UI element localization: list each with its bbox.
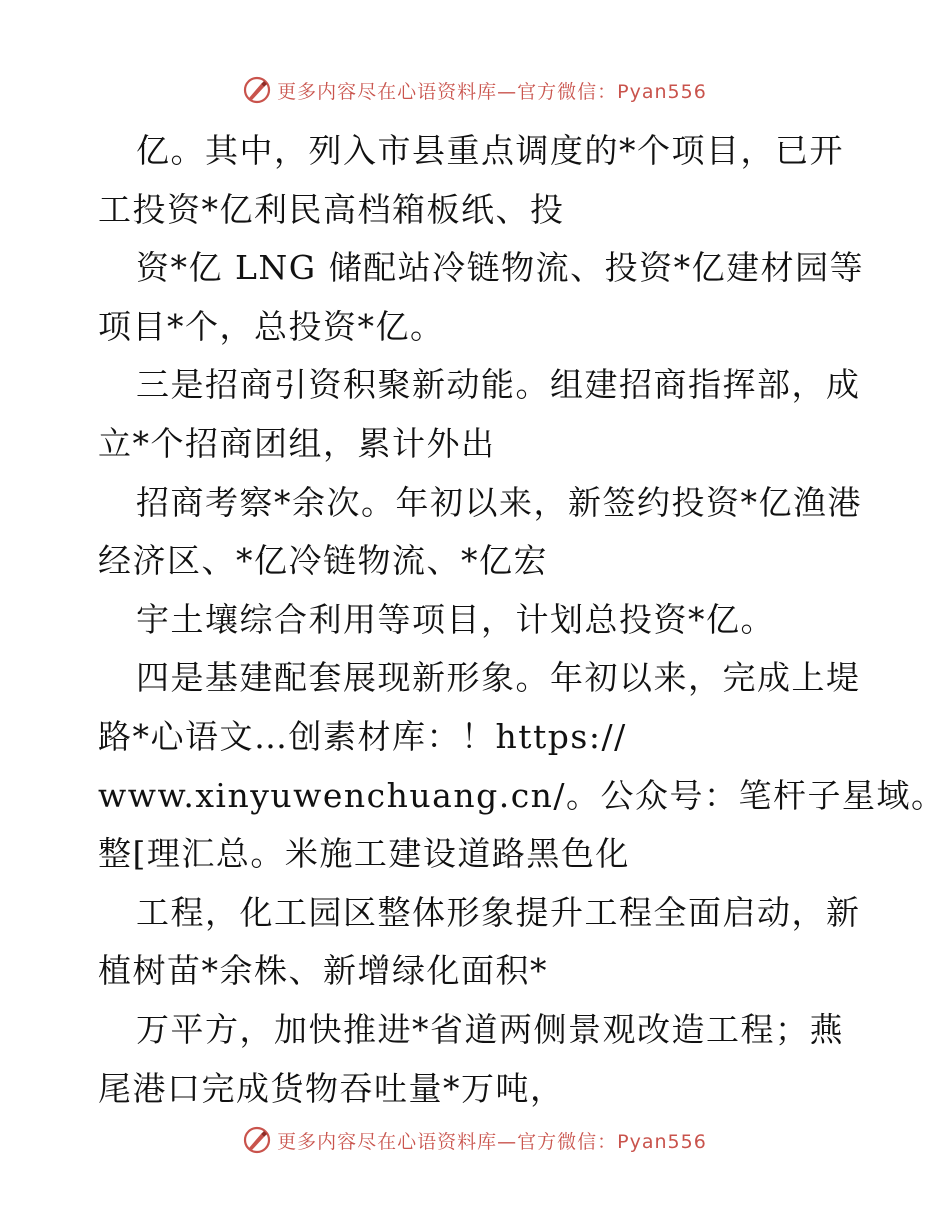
document-body [98,122,946,1118]
text-line: 经济区、*亿冷链物流、*亿宏 [98,541,548,581]
text-line: 项目*个，总投资*亿。 [98,306,445,346]
text-line: 工投资*亿利民高档箱板纸、投 [98,189,565,229]
text-line: 植树苗*余株、新增绿化面积* [98,951,548,991]
text-line: 整[理汇总。米施工建设道路黑色化 [98,834,630,874]
watermark-separator: — [497,80,518,103]
text-line: 立*个招商团组，累计外出 [98,423,496,463]
text-line: 招商考察*余次。年初以来，新签约投资*亿渔港 [136,482,862,522]
text-line: www.xinyuwenchuang.cn/。公众号：笔杆子星域。 [98,775,946,815]
pen-logo-icon [243,1126,271,1154]
watermark-site-text: 更多内容尽在心语资料库 [277,1130,498,1153]
text-line: 亿。其中，列入市县重点调度的*个项目，已开 [136,131,844,170]
text-line: 资*亿 LNG 储配站冷链物流、投资*亿建材园等 [136,248,865,288]
text-line: 尾港口完成货物吞吐量*万吨， [98,1068,565,1108]
footer-watermark [0,1122,950,1158]
watermark-contact-text: 官方微信：Pyan556 [517,1130,707,1153]
text-line: 宇土壤综合利用等项目，计划总投资*亿。 [136,599,775,639]
pen-logo-icon [243,76,271,104]
text-line: 万平方，加快推进*省道两侧景观改造工程；燕 [136,1009,844,1049]
watermark-separator: — [497,1130,518,1153]
text-line: 三是招商引资积聚新动能。组建招商指挥部，成 [136,365,861,405]
text-line: 四是基建配套展现新形象。年初以来，完成上堤 [136,658,861,698]
header-watermark-text [277,77,707,104]
watermark-contact-text: 官方微信：Pyan556 [517,80,707,103]
footer-watermark-text [277,1127,707,1154]
watermark-site-text: 更多内容尽在心语资料库 [277,80,498,103]
text-line: 路*心语文…创素材库：！https:// [98,716,627,756]
text-line: 工程，化工园区整体形象提升工程全面启动，新 [136,892,861,932]
header-watermark [0,72,950,108]
